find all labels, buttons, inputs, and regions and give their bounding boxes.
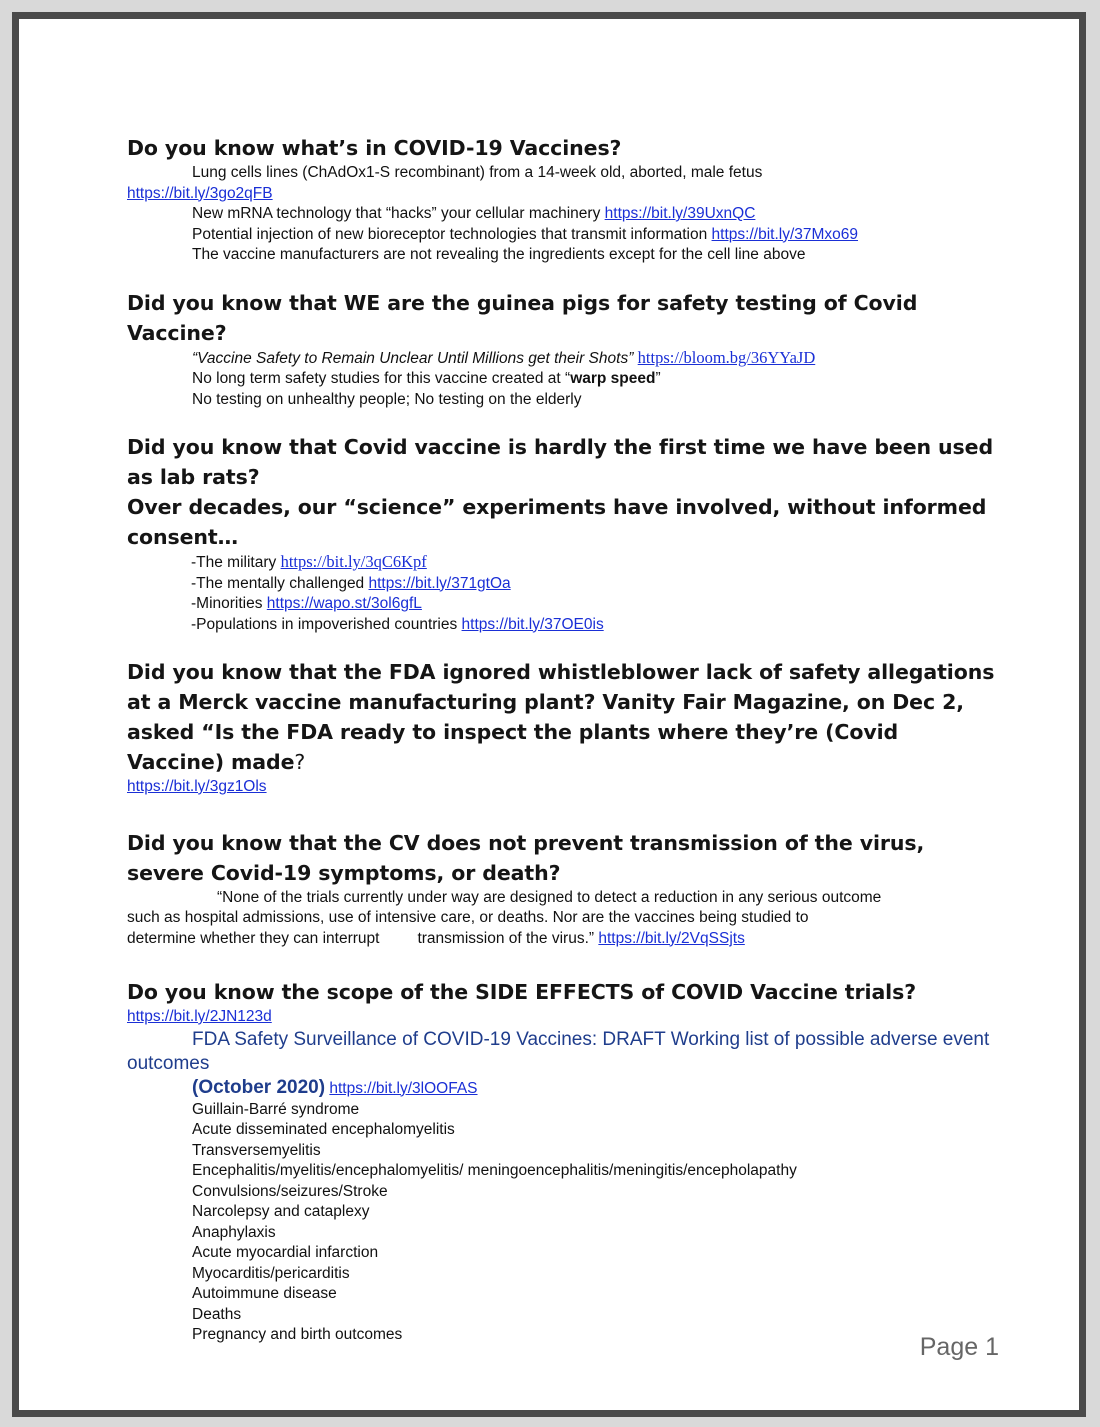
side-effect-item: Deaths: [192, 1305, 242, 1323]
side-effect-item: Transversemyelitis: [192, 1141, 321, 1159]
side-effect-item: Myocarditis/pericarditis: [192, 1264, 350, 1282]
section-1-line-1: Lung cells lines (ChAdOx1-S recombinant) from a 14-week old, aborted, male fetus: [192, 164, 763, 181]
section-5-para-3a: determine whether they can interrupt: [127, 929, 380, 947]
section-1-link-3[interactable]: https://bit.ly/39UxnQC: [604, 205, 756, 222]
section-3-link-4[interactable]: https://bit.ly/37OE0is: [461, 615, 604, 633]
document-page: [12, 12, 1086, 1417]
section-3-item-4: -Populations in impoverished countries: [191, 615, 458, 633]
section-4-heading: [127, 657, 997, 777]
section-3-link-1[interactable]: https://bit.ly/3qC6Kpf: [280, 552, 427, 571]
side-effect-item: Narcolepsy and cataplexy: [192, 1203, 370, 1220]
section-6-fda-link[interactable]: https://bit.ly/3lOOFAS: [329, 1079, 478, 1097]
section-6-fda-date: (October 2020): [192, 1076, 326, 1098]
side-effect-item: Acute disseminated encephalomyelitis: [192, 1121, 455, 1138]
section-6-heading: Do you know the scope of the SIDE EFFECTS of COVID Vaccine trials?: [127, 980, 916, 1004]
document-content: [127, 133, 997, 1346]
section-1-link-1[interactable]: https://bit.ly/3go2qFB: [127, 184, 273, 202]
section-3-item-2: -The mentally challenged: [191, 574, 365, 592]
side-effect-item: Convulsions/seizures/Stroke: [192, 1182, 388, 1200]
section-5-link[interactable]: https://bit.ly/2VqSSjts: [598, 929, 745, 947]
section-2-heading: Did you know that WE are the guinea pigs for safety testing of Covid Vaccine?: [127, 290, 918, 345]
side-effect-item: Autoimmune disease: [192, 1285, 337, 1302]
section-3-subheading: Over decades, our “science” experiments have involved, without informed consent…: [127, 495, 987, 549]
section-3-heading: Did you know that Covid vaccine is hardly the first time we have been used as lab rats?: [127, 435, 994, 489]
section-6-link[interactable]: https://bit.ly/2JN123d: [127, 1008, 272, 1025]
section-2-quote: “Vaccine Safety to Remain Unclear Until Millions get their Shots”: [192, 349, 634, 367]
section-4-link[interactable]: https://bit.ly/3gz1Ols: [127, 778, 267, 795]
section-1-link-4[interactable]: https://bit.ly/37Mxo69: [711, 225, 859, 243]
section-2-line-3: No testing on unhealthy people; No testing on the elderly: [192, 390, 582, 408]
section-5-para-2: such as hospital admissions, use of intensive care, or deaths. Nor are the vaccines being studied to: [127, 909, 809, 926]
section-2-line-2-bold: warp speed: [570, 370, 656, 387]
section-6-fda-title: FDA Safety Surveillance of COVID-19 Vaccines: DRAFT Working list of possible adverse event outcomes: [127, 1028, 990, 1074]
side-effect-item: Pregnancy and birth outcomes: [192, 1326, 403, 1343]
section-4-heading-end: ?: [294, 750, 306, 774]
section-2-line-2-pre: No long term safety studies for this vaccine created at “: [192, 370, 571, 387]
section-3-item-3: -Minorities: [191, 595, 263, 612]
section-1-line-4: Potential injection of new bioreceptor technologies that transmit information: [192, 225, 708, 243]
section-2-quote-link[interactable]: https://bloom.bg/36YYaJD: [637, 347, 816, 367]
section-4-heading-text: Did you know that the FDA ignored whistleblower lack of safety allegations at a Merck vaccine manufacturing plant? Vanity Fair Magazine, on Dec 2, asked “Is the FDA ready to inspect the plants where they’re (Covid Vaccine) made: [127, 660, 995, 774]
section-3-link-2[interactable]: https://bit.ly/371gtOa: [368, 574, 511, 592]
side-effect-item: Encephalitis/myelitis/encephalomyelitis/ meningoencephalitis/meningitis/encepholapathy: [192, 1162, 797, 1179]
section-5-para-1: “None of the trials currently under way are designed to detect a reduction in any serious outcome: [217, 888, 882, 906]
side-effect-item: Anaphylaxis: [192, 1223, 276, 1241]
side-effect-item: Acute myocardial infarction: [192, 1244, 379, 1261]
section-1-heading: Do you know what’s in COVID-19 Vaccines?: [127, 136, 622, 160]
page-number: Page 1: [919, 1333, 999, 1361]
side-effects-list: [127, 1100, 997, 1346]
section-5-heading: Did you know that the CV does not prevent transmission of the virus, severe Covid-19 symptoms, or death?: [127, 830, 925, 885]
section-1-line-5: The vaccine manufacturers are not revealing the ingredients except for the cell line above: [192, 246, 806, 263]
section-3-item-1: -The military: [191, 554, 277, 571]
section-3-link-3[interactable]: https://wapo.st/3ol6gfL: [266, 595, 422, 612]
section-5-para-3b: transmission of the virus.”: [417, 929, 595, 947]
section-1-line-3: New mRNA technology that “hacks” your cellular machinery: [192, 205, 601, 222]
section-2-line-2-post: ”: [655, 370, 661, 387]
side-effect-item: Guillain-Barré syndrome: [192, 1100, 360, 1118]
